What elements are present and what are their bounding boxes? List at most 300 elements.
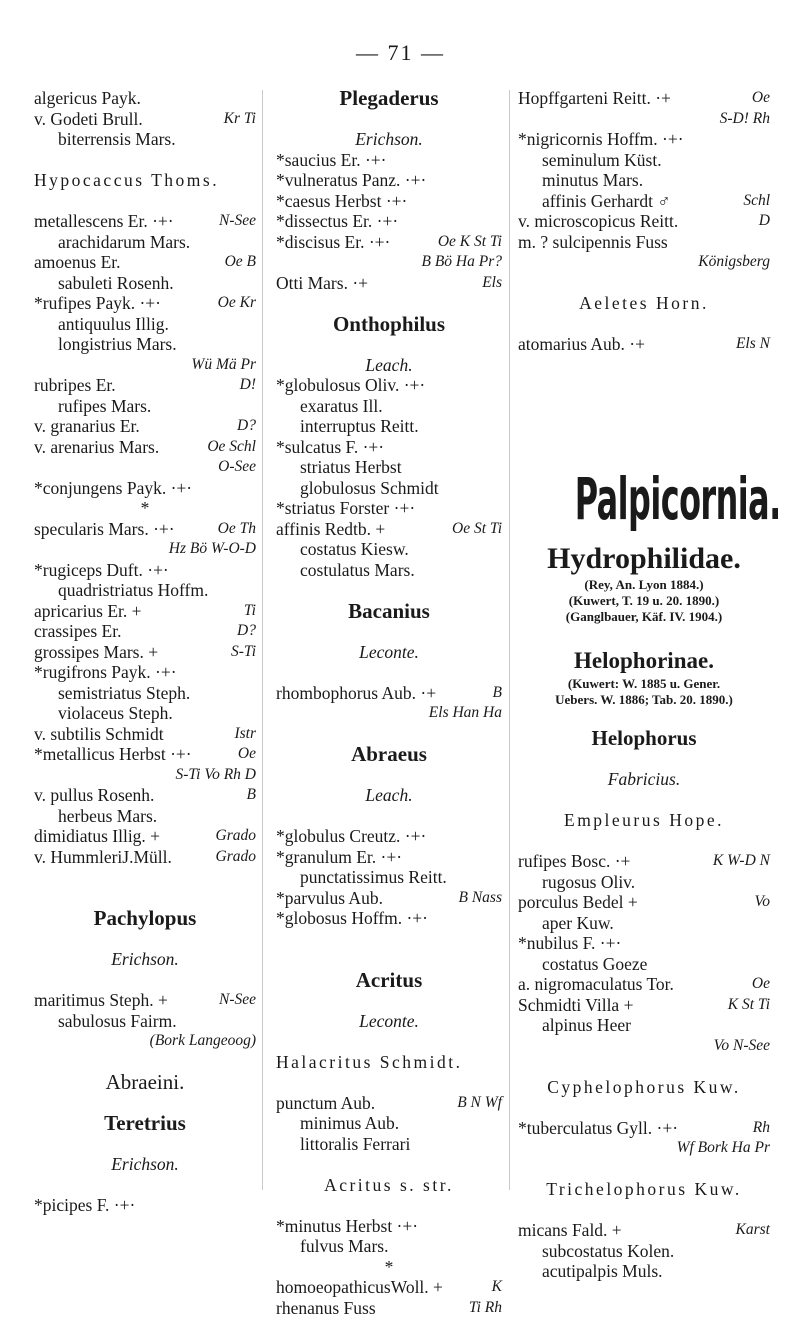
distribution-note: K: [492, 1277, 502, 1298]
entry-text: porculus Bedel +: [518, 892, 638, 912]
text-line: [34, 1072, 256, 1093]
entry-text: *globulus Creutz. ·+·: [276, 826, 426, 846]
text-line: [276, 1134, 502, 1155]
text-line: [34, 601, 256, 622]
distribution-note: N-See: [219, 990, 256, 1011]
entry-text: aper Kuw.: [542, 913, 614, 933]
text-line: [34, 847, 256, 868]
text-column-3: [518, 88, 770, 1282]
entry-text: herbeus Mars.: [58, 806, 157, 826]
text-line: [518, 211, 770, 232]
distribution-note: Oe Kr: [218, 293, 256, 314]
text-line: [34, 724, 256, 745]
entry-text: Erichson.: [111, 1154, 179, 1174]
entry-text: Schmidti Villa +: [518, 995, 633, 1015]
entry-text: Acritus: [356, 968, 423, 992]
distribution-note: Oe Schl: [207, 437, 256, 458]
text-line: [34, 908, 256, 929]
entry-text: a. nigromaculatus Tor.: [518, 974, 674, 994]
entry-text: v. subtilis Schmidt: [34, 724, 164, 744]
entry-text: Erichson.: [111, 949, 179, 969]
text-line: [34, 560, 256, 581]
text-line: [34, 703, 256, 724]
entry-text: Onthophilus: [333, 312, 445, 336]
entry-text: *: [141, 498, 150, 518]
entry-text: punctatissimus Reitt.: [300, 867, 447, 887]
text-line: [34, 1195, 256, 1216]
text-line: [276, 1236, 502, 1257]
text-column-2: [276, 88, 502, 1318]
entry-text: Abraeus: [351, 742, 427, 766]
distribution-note: Oe Th: [218, 519, 256, 540]
entry-text: minutus Mars.: [542, 170, 643, 190]
entry-text: longistrius Mars.: [58, 334, 177, 354]
entry-text: seminulum Küst.: [542, 150, 662, 170]
distribution-note: B Nass: [459, 888, 503, 909]
entry-text: v. Godeti Brull.: [34, 109, 143, 129]
text-line: [518, 1015, 770, 1036]
distribution-note: Königsberg: [698, 252, 770, 273]
text-line: [276, 1277, 502, 1298]
distribution-note: Ti Rh: [469, 1298, 502, 1318]
text-line: [34, 1113, 256, 1134]
entry-text: *rugifrons Payk. ·+·: [34, 662, 177, 682]
text-line: [518, 974, 770, 995]
entry-text: costulatus Mars.: [300, 560, 415, 580]
entry-text: globulosus Schmidt: [300, 478, 439, 498]
distribution-note: Kr Ti: [224, 109, 256, 130]
text-line: [34, 355, 256, 376]
text-line: [276, 314, 502, 335]
text-line: [276, 1257, 502, 1278]
text-line: [276, 1011, 502, 1032]
entry-text: amoenus Er.: [34, 252, 121, 272]
entry-text: Palpicornia.: [575, 465, 781, 533]
line-gap: [518, 625, 770, 646]
line-gap: [34, 1175, 256, 1196]
entry-text: *vulneratus Panz. ·+·: [276, 170, 426, 190]
text-line: [276, 519, 502, 540]
entry-text: littoralis Ferrari: [300, 1134, 410, 1154]
distribution-note: D!: [240, 375, 256, 396]
entry-text: Abraeini.: [106, 1070, 185, 1094]
text-line: [518, 872, 770, 893]
text-line: [518, 232, 770, 253]
distribution-note: O-See: [218, 457, 256, 478]
text-line: [276, 211, 502, 232]
line-gap: [518, 355, 770, 376]
distribution-note: Oe K St Ti: [438, 232, 502, 253]
text-line: [518, 995, 770, 1016]
text-line: [34, 785, 256, 806]
text-line: [518, 1179, 770, 1200]
entry-text: Empleurus Hope.: [564, 810, 724, 830]
distribution-note: Oe B: [225, 252, 256, 273]
line-gap: [276, 293, 502, 314]
entry-text: rhenanus Fuss: [276, 1298, 376, 1318]
text-line: [276, 560, 502, 581]
entry-text: *rufipes Payk. ·+·: [34, 293, 161, 313]
line-gap: [34, 191, 256, 212]
text-line: [34, 826, 256, 847]
text-line: [276, 416, 502, 437]
text-line: [518, 593, 770, 609]
distribution-note: K W-D N: [713, 851, 770, 872]
entry-text: *minutus Herbst ·+·: [276, 1216, 418, 1236]
line-gap: [518, 790, 770, 811]
line-gap: [276, 929, 502, 950]
text-line: [34, 1011, 256, 1032]
line-gap: [518, 1200, 770, 1221]
entry-text: Otti Mars. ·+: [276, 273, 368, 293]
text-line: [276, 498, 502, 519]
text-line: [34, 1031, 256, 1052]
text-line: [276, 232, 502, 253]
line-gap: [518, 1159, 770, 1180]
entry-text: *discisus Er. ·+·: [276, 232, 390, 252]
distribution-note: D?: [237, 416, 256, 437]
line-gap: [276, 1031, 502, 1052]
entry-text: quadristriatus Hoffm.: [58, 580, 208, 600]
text-line: [34, 457, 256, 478]
entry-text: punctum Aub.: [276, 1093, 375, 1113]
distribution-note: Els Han Ha: [429, 703, 502, 724]
text-line: [518, 728, 770, 749]
entry-text: biterrensis Mars.: [58, 129, 176, 149]
text-line: [276, 785, 502, 806]
text-line: [276, 478, 502, 499]
distribution-note: Wü Mä Pr: [191, 355, 256, 376]
text-line: [276, 744, 502, 765]
entry-text: rubripes Er.: [34, 375, 116, 395]
entry-text: Trichelophorus Kuw.: [546, 1179, 741, 1199]
entry-text: Pachylopus: [94, 906, 197, 930]
text-line: [276, 642, 502, 663]
text-line: [575, 457, 714, 541]
text-line: [276, 539, 502, 560]
distribution-note: Karst: [736, 1220, 770, 1241]
page-number: — 71 —: [0, 40, 801, 66]
line-gap: [34, 150, 256, 171]
text-line: [276, 1093, 502, 1114]
entry-text: *tuberculatus Gyll. ·+·: [518, 1118, 678, 1138]
distribution-note: Oe: [752, 974, 770, 995]
text-line: [276, 888, 502, 909]
entry-text: *: [385, 1257, 394, 1277]
entry-text: interruptus Reitt.: [300, 416, 419, 436]
text-line: [276, 1113, 502, 1134]
entry-text: antiquulus Illig.: [58, 314, 169, 334]
text-line: [518, 191, 770, 212]
entry-text: sabulosus Fairm.: [58, 1011, 177, 1031]
text-line: [276, 88, 502, 109]
text-line: [34, 252, 256, 273]
entry-text: Bacanius: [348, 599, 430, 623]
text-line: [276, 375, 502, 396]
entry-text: Leconte.: [359, 1011, 419, 1031]
line-gap: [518, 375, 770, 396]
text-line: [34, 990, 256, 1011]
text-line: [518, 892, 770, 913]
entry-text: specularis Mars. ·+·: [34, 519, 175, 539]
text-line: [276, 826, 502, 847]
entry-text: *globulosus Oliv. ·+·: [276, 375, 425, 395]
entry-text: *dissectus Er. ·+·: [276, 211, 398, 231]
text-line: [34, 621, 256, 642]
text-line: [276, 703, 502, 724]
entry-text: Cyphelophorus Kuw.: [547, 1077, 741, 1097]
text-line: [34, 765, 256, 786]
distribution-note: B: [247, 785, 256, 806]
line-gap: [276, 990, 502, 1011]
text-column-1: [34, 88, 256, 1216]
text-line: [518, 954, 770, 975]
line-gap: [276, 580, 502, 601]
distribution-note: N-See: [219, 211, 256, 232]
entry-text: metallescens Er. ·+·: [34, 211, 174, 231]
text-line: [518, 88, 770, 109]
line-gap: [34, 867, 256, 888]
distribution-note: B Bö Ha Pr?: [421, 252, 502, 273]
distribution-note: Vo N-See: [714, 1036, 770, 1057]
entry-text: Hopffgarteni Reitt. ·+: [518, 88, 671, 108]
distribution-note: D: [759, 211, 770, 232]
entry-text: *nubilus F. ·+·: [518, 933, 621, 953]
text-line: [518, 170, 770, 191]
text-line: [34, 314, 256, 335]
text-line: [34, 498, 256, 519]
entry-text: v. HummleriJ.Müll.: [34, 847, 172, 867]
text-line: [518, 646, 770, 676]
entry-text: *saucius Er. ·+·: [276, 150, 386, 170]
distribution-note: Oe St Ti: [452, 519, 502, 540]
column-divider: [262, 90, 263, 1190]
entry-text: Erichson.: [355, 129, 423, 149]
line-gap: [276, 1195, 502, 1216]
text-line: [276, 1052, 502, 1073]
entry-text: rufipes Bosc. ·+: [518, 851, 630, 871]
text-line: [518, 334, 770, 355]
line-gap: [276, 949, 502, 970]
line-gap: [34, 1093, 256, 1114]
text-line: [518, 769, 770, 790]
entry-text: rufipes Mars.: [58, 396, 151, 416]
distribution-note: Els: [482, 273, 502, 294]
line-gap: [276, 724, 502, 745]
text-line: [276, 150, 502, 171]
text-line: [518, 851, 770, 872]
distribution-note: Schl: [743, 191, 770, 212]
entry-text: *granulum Er. ·+·: [276, 847, 402, 867]
entry-text: Aeletes Horn.: [579, 293, 709, 313]
text-line: [34, 88, 256, 109]
distribution-note: Rh: [753, 1118, 770, 1139]
column-divider: [509, 90, 510, 1190]
line-gap: [276, 806, 502, 827]
text-line: [276, 1298, 502, 1318]
text-line: [518, 933, 770, 954]
text-line: [34, 129, 256, 150]
entry-text: minimus Aub.: [300, 1113, 399, 1133]
entry-text: *nigricornis Hoffm. ·+·: [518, 129, 684, 149]
entry-text: crassipes Er.: [34, 621, 121, 641]
entry-text: Hydrophilidae.: [547, 542, 741, 575]
text-line: [34, 170, 256, 191]
entry-text: exaratus Ill.: [300, 396, 383, 416]
entry-text: (Kuwert, T. 19 u. 20. 1890.): [569, 593, 719, 608]
text-line: [276, 437, 502, 458]
entry-text: Leach.: [365, 355, 412, 375]
text-line: [276, 252, 502, 273]
text-line: [518, 1220, 770, 1241]
text-line: [34, 478, 256, 499]
distribution-note: (Bork Langeoog): [150, 1031, 256, 1052]
line-gap: [34, 970, 256, 991]
entry-text: apricarius Er. +: [34, 601, 142, 621]
line-gap: [518, 749, 770, 770]
text-line: [276, 396, 502, 417]
distribution-note: Els N: [736, 334, 770, 355]
line-gap: [518, 314, 770, 335]
line-gap: [276, 1154, 502, 1175]
entry-text: Leach.: [365, 785, 412, 805]
line-gap: [34, 1052, 256, 1073]
entry-text: Acritus s. str.: [324, 1175, 454, 1195]
text-line: [276, 683, 502, 704]
text-line: [34, 211, 256, 232]
entry-text: *rugiceps Duft. ·+·: [34, 560, 169, 580]
text-line: [518, 609, 770, 625]
line-gap: [518, 831, 770, 852]
entry-text: fulvus Mars.: [300, 1236, 388, 1256]
entry-text: costatus Goeze: [542, 954, 647, 974]
entry-text: costatus Kiesw.: [300, 539, 409, 559]
text-line: [518, 676, 770, 692]
entry-text: atomarius Aub. ·+: [518, 334, 645, 354]
line-gap: [34, 929, 256, 950]
line-gap: [518, 1056, 770, 1077]
text-line: [34, 662, 256, 683]
distribution-note: S-Ti: [231, 642, 256, 663]
text-line: [518, 1241, 770, 1262]
distribution-note: Grado: [216, 826, 256, 847]
text-line: [518, 692, 770, 708]
distribution-note: Hz Bö W-O-D: [169, 539, 256, 560]
entry-text: Hypocaccus Thoms.: [34, 170, 219, 190]
entry-text: Uebers. W. 1886; Tab. 20. 1890.): [555, 692, 733, 707]
text-line: [34, 683, 256, 704]
text-line: [34, 293, 256, 314]
line-gap: [518, 708, 770, 729]
line-gap: [518, 1097, 770, 1118]
text-line: [34, 437, 256, 458]
entry-text: (Rey, An. Lyon 1884.): [584, 577, 703, 592]
text-line: [276, 191, 502, 212]
entry-text: dimidiatus Illig. +: [34, 826, 160, 846]
entry-text: striatus Herbst: [300, 457, 402, 477]
entry-text: m. ? sulcipennis Fuss: [518, 232, 668, 252]
distribution-note: Grado: [216, 847, 256, 868]
entry-text: alpinus Heer: [542, 1015, 631, 1035]
text-line: [518, 1036, 770, 1057]
text-line: [34, 642, 256, 663]
text-line: [518, 1261, 770, 1282]
entry-text: v. arenarius Mars.: [34, 437, 159, 457]
entry-text: maritimus Steph. +: [34, 990, 168, 1010]
entry-text: (Ganglbauer, Käf. IV. 1904.): [566, 609, 722, 624]
entry-text: (Kuwert: W. 1885 u. Gener.: [568, 676, 720, 691]
text-line: [34, 519, 256, 540]
distribution-note: Oe: [752, 88, 770, 109]
distribution-note: Wf Bork Ha Pr: [677, 1138, 770, 1159]
entry-text: affinis Redtb. +: [276, 519, 385, 539]
text-line: [518, 913, 770, 934]
text-line: [34, 949, 256, 970]
distribution-note: Oe: [238, 744, 256, 765]
line-gap: [276, 109, 502, 130]
text-line: [34, 416, 256, 437]
line-gap: [276, 621, 502, 642]
text-line: [276, 457, 502, 478]
text-line: [518, 577, 770, 593]
entry-text: Teretrius: [104, 1111, 186, 1135]
entry-text: Leconte.: [359, 642, 419, 662]
distribution-note: B N Wf: [457, 1093, 502, 1114]
entry-text: algericus Payk.: [34, 88, 141, 108]
distribution-note: Vo: [755, 892, 771, 913]
entry-text: grossipes Mars. +: [34, 642, 158, 662]
text-line: [276, 273, 502, 294]
line-gap: [518, 416, 770, 437]
entry-text: *metallicus Herbst ·+·: [34, 744, 192, 764]
text-line: [34, 273, 256, 294]
text-line: [34, 109, 256, 130]
line-gap: [518, 437, 770, 458]
text-line: [276, 1216, 502, 1237]
distribution-note: Istr: [234, 724, 256, 745]
text-line: [34, 396, 256, 417]
entry-text: violaceus Steph.: [58, 703, 173, 723]
line-gap: [518, 396, 770, 417]
distribution-note: S-D! Rh: [720, 109, 770, 130]
entry-text: rugosus Oliv.: [542, 872, 635, 892]
text-line: [518, 541, 770, 577]
text-line: [276, 970, 502, 991]
text-line: [276, 170, 502, 191]
text-line: [518, 109, 770, 130]
entry-text: *parvulus Aub.: [276, 888, 383, 908]
entry-text: v. pullus Rosenh.: [34, 785, 154, 805]
text-line: [34, 744, 256, 765]
line-gap: [276, 334, 502, 355]
text-line: [34, 1154, 256, 1175]
text-line: [518, 150, 770, 171]
entry-text: rhombophorus Aub. ·+: [276, 683, 436, 703]
text-line: [518, 810, 770, 831]
text-line: [34, 580, 256, 601]
text-line: [518, 252, 770, 273]
entry-text: *sulcatus F. ·+·: [276, 437, 384, 457]
text-line: [276, 847, 502, 868]
distribution-note: S-Ti Vo Rh D: [175, 765, 256, 786]
distribution-note: B: [493, 683, 502, 704]
line-gap: [518, 273, 770, 294]
text-line: [276, 129, 502, 150]
entry-text: homoeopathicusWoll. +: [276, 1277, 443, 1297]
line-gap: [34, 1134, 256, 1155]
entry-text: *caesus Herbst ·+·: [276, 191, 407, 211]
entry-text: semistriatus Steph.: [58, 683, 190, 703]
